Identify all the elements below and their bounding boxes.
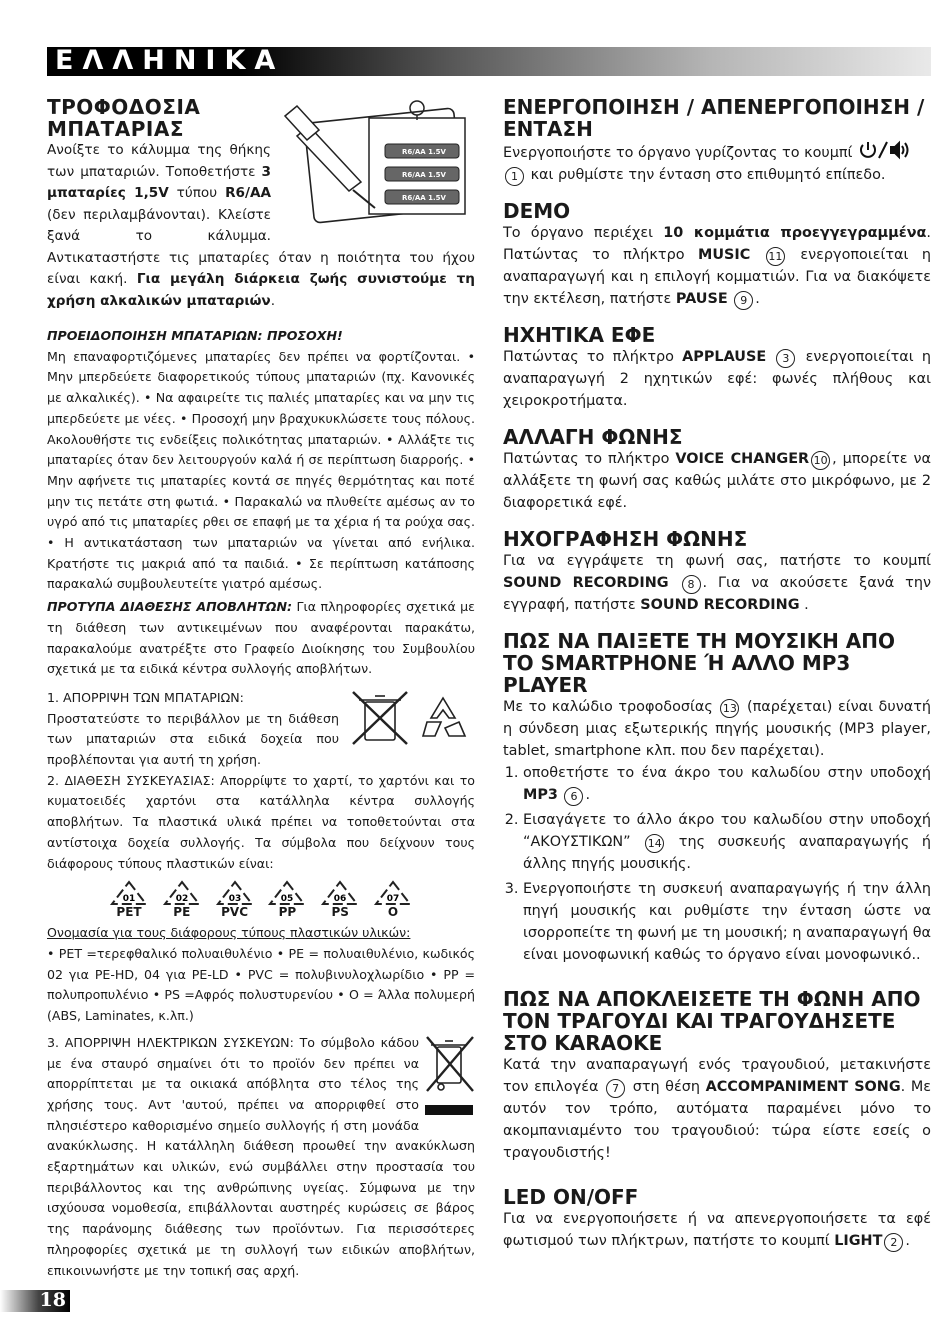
plastic-symbol-pe: 02 PE bbox=[159, 880, 205, 919]
disposal-intro: ΠΡΟΤΥΠΑ ΔΙΑΘΕΣΗΣ ΑΠΟΒΛΗΤΩΝ: Για πληροφορίες σχετικά με τη διάθεση των αντικειμένων που αναφέρονται παρακάτω, παρακαλούμε ανατρέξτε στο Γραφείο Διοίκησης του Συμβουλίου σχετικά με τα ειδικά κέντρα συλλογής αποβλήτων. bbox=[47, 599, 475, 677]
effects-heading: ΗΧΗΤΙΚΑ ΕΦΕ bbox=[503, 323, 656, 347]
svg-text:05: 05 bbox=[281, 894, 294, 905]
electrical-disposal-text: 3. ΑΠΟΡΡΙΨΗ ΗΛΕΚΤΡΙΚΩΝ ΣΥΣΚΕΥΩΝ: Το σύμβολο κάδου με ένα σταυρό σημαίνει ότι το προϊόν δεν πρέπει να απορρίπτεται με τα οικιακά απόβλητα στο τέλος της χρήσης τους. Αντ 'αυτού, πρέπει να απορριφθεί στο πλησιέστερο καθορισμένο σημείο συλλογής ή στη μονάδα ανακύκλωσης. Η κατάλληλη διάθεση προωθεί την ανακύκλωση εξαρτημάτων και υλικών, ενώ συμβάλλει στην προστασία του περιβάλλοντος και της ανθρώπινης υγείας. Σύμφωνα με την ισχύουσα νομοθεσία, επιβάλλονται αυστηρές κυρώσεις σε βάρος της παράνομης διάθεσης των προϊόντων. Για περισσότερες πληροφορίες σχετικά με τη συλλογή των ειδικών αποβλήτων, επικοινωνήστε με την τοπική σας αρχή. bbox=[47, 1034, 475, 1278]
battery-instructions: Ανοίξτε το κάλυμμα της θήκης των μπαταριών. Τοποθετήστε 3 μπαταρίες 1,5V τύπου R6/AA (δεν περιλαμβάνονται). Κλείστε ξανά το κάλυμμα. Αντικαταστήστε τις μπαταρίες όταν η ποιότητα του ήχου είναι κακή. Για μεγάλη διάρκεια ζωής συνιστούμε τη χρήση αλκαλικών μπαταριών. bbox=[47, 142, 475, 309]
battery-label-2: R6/AA 1.5V bbox=[402, 171, 446, 179]
voice-changer-text: Πατώντας το πλήκτρο VOICE CHANGER 10 , μπορείτε να αλλάξετε τη φωνή σας καθώς μιλάτε στο μικρόφωνο, με 2 διαφορετικά εφέ. bbox=[503, 451, 931, 511]
smartphone-step-2: 2. Εισαγάγετε το άλλο άκρο του καλωδίου στην υποδοχή “ΑΚΟΥΣΤΙΚΩΝ” 14 της συσκευής αναπαραγωγής ή άλλης πηγής μουσικής. bbox=[523, 809, 931, 875]
battery-label-3: R6/AA 1.5V bbox=[402, 194, 446, 202]
svg-text:01: 01 bbox=[122, 894, 136, 905]
power-heading: ΕΝΕΡΓΟΠΟΙΗΣΗ / ΑΠΕΝΕΡΓΟΠΟΙΗΣΗ / ΕΝΤΑΣΗ bbox=[503, 95, 925, 141]
led-text: Για να ενεργοποιήσετε ή να απενεργοποιήσετε τα εφέ φωτισμού των πλήκτρων, πατήστε το κουμπί LIGHT 2 . bbox=[503, 1208, 931, 1252]
packaging-disposal-text: 2. ΔΙΑΘΕΣΗ ΣΥΣΚΕΥΑΣΙΑΣ: Απορρίψτε το χαρτί, το χαρτόνι και το κυματοειδές χαρτόνι στα κατάλληλα κέντρα συλλογής αποβλήτων. Τα πλαστικά υλικά πρέπει να τοποθετούνται στα αντίστοιχα δοχεία συλλογής. Τα σύμβολα που δείχνουν τους διάφορους τύπους πλαστικών είναι: bbox=[47, 772, 475, 871]
battery-warning-text: Μη επαναφορτιζόμενες μπαταρίες δεν πρέπει να φορτίζονται. • Μην μπερδεύετε διαφορετικούς τύπους μπαταριών (πχ. Κανονικές με αλκαλικές). • Να αφαιρείτε τις παλιές μπαταρίες και να μην τις μπερδεύετε με νέες. • Προσοχή μην βραχυκυκλώσετε τους πόλους. Ακολουθήστε τις ενδείξεις πολικότητας μπαταριών. • Αλλάξτε τις μπαταρίες όταν δεν λειτουργούν καλά ή σε περίπτωση διαρροής. • Μην αφήνετε τις μπαταρίες κοντά σε πηγές θερμότητας και ποτέ μην τις πετάτε στη φωτιά. • Παρακαλώ να πλυθείτε αμέσως αν το υγρό από τις μπαταρίες ρθει σε επαφή με τα χέρια ή τα ρούχα σας. • Η αντικατάσταση των μπαταριών να γίνεται από ενήλικα. Κρατήστε τις μακριά από τα παιδιά. • Σε περίπτωση κατάποσης παρακαλώ συμβουλευτείτε γιατρό αμέσως. bbox=[47, 348, 475, 592]
crossed-bin-and-recycle-icon bbox=[345, 688, 475, 748]
right-column bbox=[503, 96, 931, 1252]
page-number: 18 bbox=[39, 1289, 66, 1311]
battery-warning-title: ΠΡΟΕΙΔΟΠΟΙΗΣΗ ΜΠΑΤΑΡΙΩΝ: ΠΡΟΣΟΧΗ! bbox=[47, 328, 343, 343]
battery-disposal-item bbox=[47, 688, 475, 771]
svg-text:02: 02 bbox=[175, 894, 189, 905]
plastic-symbol-o: 07 O bbox=[370, 880, 416, 919]
svg-text:07: 07 bbox=[386, 894, 400, 905]
led-heading: LED ON/OFF bbox=[503, 1185, 639, 1209]
electrical-disposal-item bbox=[47, 1033, 475, 1281]
effects-text: Πατώντας το πλήκτρο APPLAUSE 3 ενεργοποιείται η αναπαραγωγή 2 ηχητικών εφέ: φωνές πλήθους και χειροκροτήματα. bbox=[503, 349, 932, 409]
battery-heading: ΤΡΟΦΟΔΟΣΙΑ ΜΠΑΤΑΡΙΑΣ bbox=[47, 95, 201, 141]
smartphone-heading: ΠΩΣ ΝΑ ΠΑΙΞΕΤΕ ΤΗ ΜΟΥΣΙΚΗ ΑΠΟ ΤΟ SMARTPHONE Ή ΑΛΛΟ MP3 PLAYER bbox=[503, 629, 896, 697]
karaoke-text: Κατά την αναπαραγωγή ενός τραγουδιού, μετακινήστε τον επιλογέα 7 στη θέση ACCOMPANIMENT SONG. Με αυτόν τον τρόπο, αυτόματα παραμένει μόνο το ακομπανιαμέντο του τραγουδιού: τώρα είστε εσείς ο τραγουδιστής! bbox=[503, 1057, 932, 1161]
language-title: ΕΛΛΗΝΙΚΑ bbox=[55, 45, 285, 76]
voice-changer-heading: ΑΛΛΑΓΗ ΦΩΝΗΣ bbox=[503, 425, 683, 449]
recording-text: Για να εγγράψετε τη φωνή σας, πατήστε το κουμπί SOUND RECORDING 8 . Για να ακούσετε ξανά την εγγραφή, πατήστε SOUND RECORDING . bbox=[503, 553, 931, 613]
plastics-legend: • PET =τερεφθαλικό πολυαιθυλένιο • PE = πολυαιθυλένιο, κωδικός 02 για PE-HD, 04 για PE-LD • PVC = πολυβινυλοχλωρίδιο • PP = πολυπροπυλένιο • PS =Αφρός πολυστυρενίου • O = Άλλα πολυμερή (ABS, Laminates, κ.λπ.) bbox=[47, 945, 475, 1024]
language-banner bbox=[47, 47, 931, 76]
smartphone-step-3: 3. Ενεργοποιήστε τη συσκευή αναπαραγωγής ή την άλλη πηγή μουσικής και ρυθμίστε την ένταση ώστε να ισορροπείτε τη φωνή με τη μουσική; η αναπαραγωγή θα είναι μονοφωνική καθώς το όργανο είναι μονοφωνικό.. bbox=[523, 878, 931, 966]
plastics-caption: Ονομασία για τους διάφορους τύπους πλαστικών υλικών: bbox=[47, 925, 411, 941]
battery-disposal-text: Προστατεύστε το περιβάλλον με τη διάθεση των μπαταριών στα ειδικά δοχεία που προβλέπονται για αυτή τη χρήση. bbox=[47, 710, 339, 768]
disposal-icons bbox=[345, 688, 475, 756]
plastic-symbol-pvc: 03 PVC bbox=[212, 880, 258, 919]
left-column bbox=[47, 96, 475, 1281]
power-volume-icon bbox=[857, 140, 911, 160]
battery-disposal-title: 1. ΑΠΟΡΡΙΨΗ ΤΩΝ ΜΠΑΤΑΡΙΩΝ: bbox=[47, 689, 244, 705]
crossed-wheelie-bin-icon bbox=[425, 1033, 475, 1119]
smartphone-step-1: 1. οποθετήστε το ένα άκρο του καλωδίου στην υποδοχή MP3 6 . bbox=[523, 762, 931, 806]
plastic-symbols bbox=[106, 880, 416, 919]
plastic-symbol-pet: 01 PET bbox=[106, 880, 152, 919]
plastic-symbol-pp: 05 PP bbox=[264, 880, 310, 919]
demo-heading: DEMO bbox=[503, 199, 571, 223]
plastic-symbol-ps: 06 PS bbox=[317, 880, 363, 919]
smartphone-text: Με το καλώδιο τροφοδοσίας 13 (παρέχεται) είναι δυνατή η σύνδεση μιας εξωτερικής πηγής μουσικής (MP3 player, tablet, smartphone κλπ. που δεν παρέχεται). bbox=[503, 699, 932, 759]
smartphone-steps bbox=[503, 762, 931, 966]
svg-text:03: 03 bbox=[228, 894, 241, 905]
karaoke-heading: ΠΩΣ ΝΑ ΑΠΟΚΛΕΙΣΕΤΕ ΤΗ ΦΩΝΗ ΑΠΟ ΤΟΝ ΤΡΑΓΟΥΔΙ ΚΑΙ ΤΡΑΓΟΥΔΗΣΕΤΕ ΣΤΟ KARAOKE bbox=[503, 987, 921, 1055]
demo-text: Το όργανο περιέχει 10 κομμάτια προεγγεγραμμένα. Πατώντας το πλήκτρο MUSIC 11 ενεργοποιείται η αναπαραγωγή και η επιλογή κομματιών. Για να διακόψετε την εκτέλεση, πατήστε PAUSE 9 . bbox=[503, 222, 931, 310]
battery-label-1: R6/AA 1.5V bbox=[402, 148, 446, 156]
recording-heading: ΗΧΟΓΡΑΦΗΣΗ ΦΩΝΗΣ bbox=[503, 527, 748, 551]
battery-compartment-illustration bbox=[279, 96, 475, 226]
page-number-tab bbox=[0, 1290, 70, 1312]
weee-symbol bbox=[425, 1033, 475, 1127]
battery-section bbox=[47, 96, 475, 312]
power-text: Ενεργοποιήστε το όργανο γυρίζοντας το κουμπί 1 και ρυθμίστε την ένταση στο επιθυμητό επίπεδο. bbox=[503, 140, 931, 186]
svg-text:06: 06 bbox=[333, 894, 347, 905]
